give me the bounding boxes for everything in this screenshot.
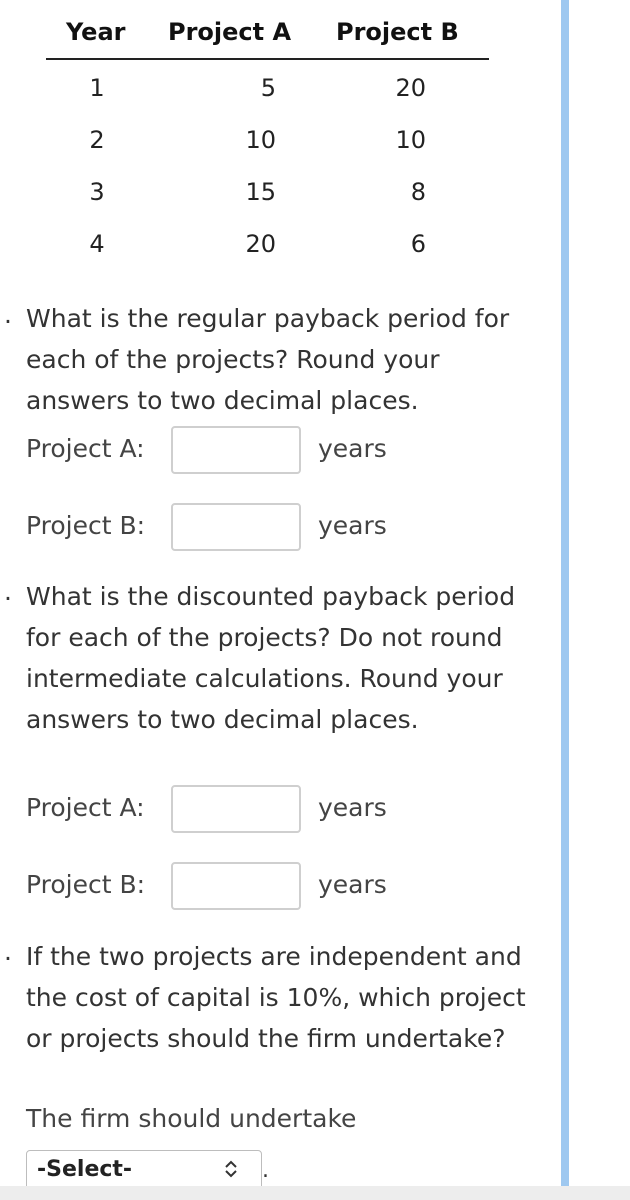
q2-project-a-unit: years	[318, 793, 387, 822]
cell-project-a: 20	[245, 230, 276, 258]
cell-project-b: 20	[395, 74, 426, 102]
header-project-b: Project B	[336, 18, 459, 46]
bottom-divider	[0, 1186, 630, 1200]
cell-project-a: 15	[245, 178, 276, 206]
question-2-text: What is the discounted payback period for each of the projects? Do not round intermediate calculations. Round your answers to two decimal places.	[26, 582, 516, 734]
q2-project-b-row	[26, 862, 546, 914]
cell-year: 1	[89, 74, 105, 102]
question-3-marker: .	[4, 937, 12, 966]
select-value: -Select-	[37, 1157, 133, 1182]
q1-project-a-input[interactable]	[171, 426, 301, 474]
question-3-text: If the two projects are independent and the cost of capital is 10%, which project or projects should the firm undertake?	[26, 942, 526, 1053]
question-1-marker: .	[4, 300, 12, 329]
table-header	[46, 12, 489, 60]
q1-project-a-unit: years	[318, 434, 387, 463]
cash-flow-table	[46, 12, 489, 268]
cell-project-b: 8	[410, 178, 426, 206]
trailing-period: .	[262, 1158, 269, 1183]
chevron-up-down-icon	[223, 1158, 239, 1180]
q1-project-a-row	[26, 426, 546, 478]
header-project-a: Project A	[168, 18, 292, 46]
q1-project-a-label: Project A:	[26, 434, 145, 463]
table-row	[46, 112, 489, 164]
cell-year: 2	[89, 126, 105, 154]
cell-project-b: 6	[410, 230, 426, 258]
q2-project-b-label: Project B:	[26, 870, 146, 899]
q1-project-b-input[interactable]	[171, 503, 301, 551]
q2-project-a-input[interactable]	[171, 785, 301, 833]
cell-year: 3	[89, 178, 105, 206]
cell-project-a: 5	[260, 74, 276, 102]
table-row	[46, 60, 489, 112]
project-select[interactable]	[26, 1150, 262, 1190]
table-row	[46, 216, 489, 268]
undertake-prompt: The firm should undertake	[26, 1104, 357, 1133]
question-2-marker: .	[4, 577, 12, 606]
q2-project-a-row	[26, 785, 546, 837]
question-1-text: What is the regular payback period for each of the projects? Round your answers to two decimal places.	[26, 304, 510, 415]
cell-year: 4	[89, 230, 105, 258]
q2-project-b-unit: years	[318, 870, 387, 899]
header-year: Year	[66, 18, 126, 46]
q2-project-a-label: Project A:	[26, 793, 145, 822]
q1-project-b-unit: years	[318, 511, 387, 540]
q1-project-b-row	[26, 503, 546, 555]
cell-project-a: 10	[245, 126, 276, 154]
q2-project-b-input[interactable]	[171, 862, 301, 910]
cell-project-b: 10	[395, 126, 426, 154]
q1-project-b-label: Project B:	[26, 511, 146, 540]
scrollbar-track[interactable]	[561, 0, 569, 1200]
table-row	[46, 164, 489, 216]
